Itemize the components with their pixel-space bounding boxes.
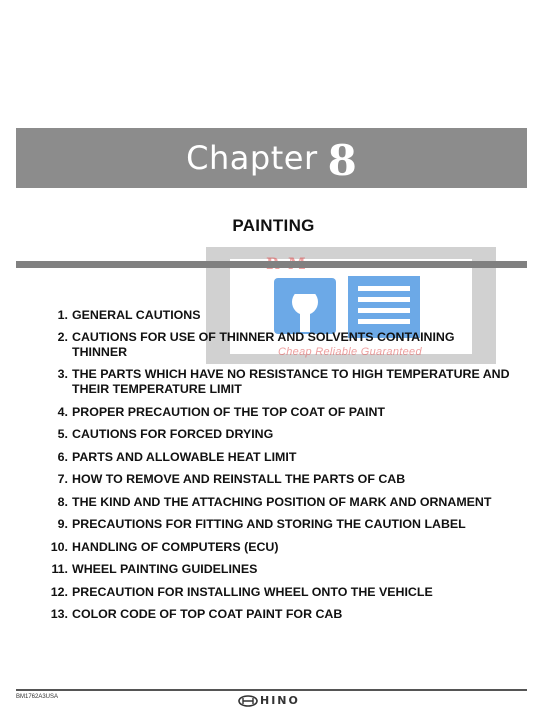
watermark-tagline: Cheap Reliable Guaranteed bbox=[278, 346, 422, 358]
toc-item-number: 9. bbox=[57, 517, 68, 531]
toc-item bbox=[40, 562, 512, 577]
chapter-banner bbox=[16, 128, 527, 188]
toc-item bbox=[40, 405, 512, 420]
section-divider bbox=[16, 261, 527, 268]
hino-logo-icon bbox=[238, 695, 258, 707]
toc-item-text: THE PARTS WHICH HAVE NO RESISTANCE TO HIGH TEMPERATURE AND THEIR TEMPERATURE LIMIT bbox=[72, 367, 510, 396]
toc-item bbox=[40, 607, 512, 622]
toc-item-text: PROPER PRECAUTION OF THE TOP COAT OF PAINT bbox=[72, 405, 385, 419]
toc-item-text: GENERAL CAUTIONS bbox=[72, 308, 201, 322]
toc-item bbox=[40, 367, 512, 397]
toc-item-number: 13. bbox=[50, 607, 68, 621]
toc-item bbox=[40, 472, 512, 487]
chapter-number: 8 bbox=[327, 135, 357, 185]
toc-item bbox=[40, 427, 512, 442]
toc-item-number: 11. bbox=[51, 562, 68, 576]
toc-item-text: COLOR CODE OF TOP COAT PAINT FOR CAB bbox=[72, 607, 343, 621]
toc-item bbox=[40, 495, 512, 510]
toc-item-number: 2. bbox=[57, 330, 68, 344]
toc-item-text: HANDLING OF COMPUTERS (ECU) bbox=[72, 540, 279, 554]
chapter-word: Chapter bbox=[186, 139, 318, 177]
toc-item-text: PRECAUTION FOR INSTALLING WHEEL ONTO THE VEHICLE bbox=[72, 585, 433, 599]
toc-item-number: 8. bbox=[57, 495, 68, 509]
toc-item bbox=[40, 540, 512, 555]
section-title: PAINTING bbox=[232, 216, 315, 235]
toc-item-number: 3. bbox=[57, 367, 68, 381]
footer-brand-text: HINO bbox=[260, 694, 300, 707]
toc-item bbox=[40, 450, 512, 465]
footer-brand bbox=[238, 694, 300, 707]
toc-item bbox=[40, 330, 512, 360]
toc-item bbox=[40, 585, 512, 600]
toc-item bbox=[40, 517, 512, 532]
toc-item bbox=[40, 308, 512, 323]
toc-item-text: PARTS AND ALLOWABLE HEAT LIMIT bbox=[72, 450, 297, 464]
footer-divider bbox=[16, 689, 527, 691]
toc-item-text: PRECAUTIONS FOR FITTING AND STORING THE CAUTION LABEL bbox=[72, 517, 466, 531]
toc-item-number: 5. bbox=[57, 427, 68, 441]
toc-item-text: THE KIND AND THE ATTACHING POSITION OF MARK AND ORNAMENT bbox=[72, 495, 492, 509]
toc-item-number: 7. bbox=[57, 472, 68, 486]
toc-item-text: CAUTIONS FOR USE OF THINNER AND SOLVENTS CONTAINING THINNER bbox=[72, 330, 455, 359]
footer-doc-code: BM1762A3USA bbox=[16, 694, 59, 700]
toc-item-text: CAUTIONS FOR FORCED DRYING bbox=[72, 427, 274, 441]
toc-item-number: 1. bbox=[57, 308, 68, 322]
toc-item-number: 4. bbox=[57, 405, 68, 419]
toc-item-text: WHEEL PAINTING GUIDELINES bbox=[72, 562, 258, 576]
toc-item-number: 10. bbox=[50, 540, 68, 554]
toc-item-number: 12. bbox=[50, 585, 68, 599]
toc-item-text: HOW TO REMOVE AND REINSTALL THE PARTS OF CAB bbox=[72, 472, 406, 486]
toc-item-number: 6. bbox=[57, 450, 68, 464]
